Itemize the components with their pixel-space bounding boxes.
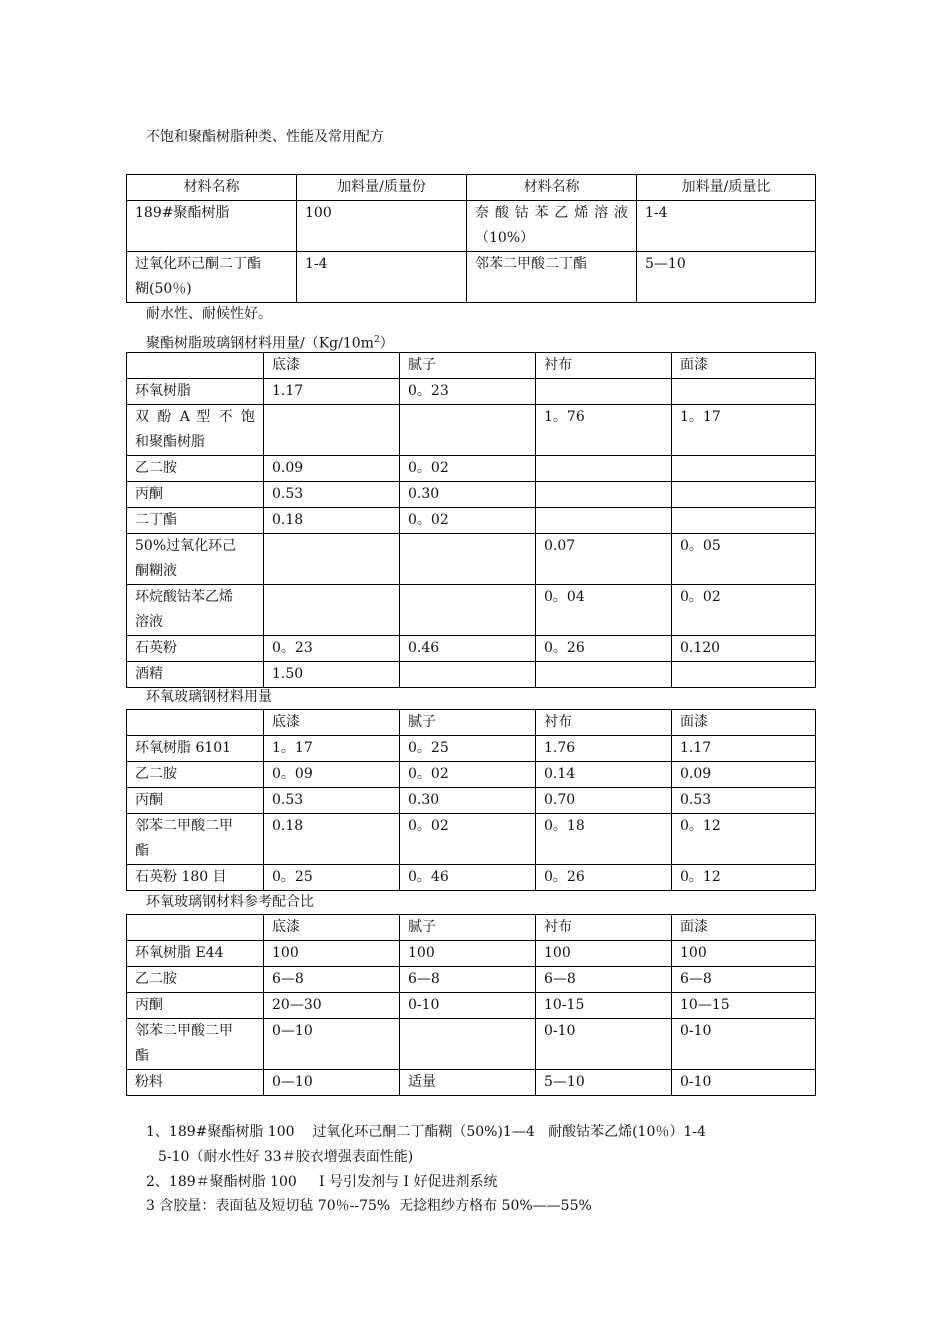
header-cell: 底漆 [264,353,400,379]
table-row [127,405,816,456]
table-cell [400,662,536,688]
table-cell: 0。23 [264,636,400,662]
table-cell [400,585,536,636]
resin-formula-table [126,174,816,303]
table-cell [467,201,637,252]
table-header-row [127,710,816,736]
table-cell: 0.46 [400,636,536,662]
table3-caption: 环氧玻璃钢材料用量 [146,689,272,705]
table2-caption [146,330,394,354]
table-row [127,762,816,788]
table-cell [264,405,400,456]
table-cell: 0。26 [536,865,672,891]
table-cell: 1-4 [297,252,467,303]
cell-line: 酯 [135,1048,149,1064]
table-cell: 1。17 [264,736,400,762]
header-cell: 腻子 [400,710,536,736]
row-label-cell [127,662,264,688]
row-label-cell [127,379,264,405]
table-cell: 10-15 [536,993,672,1019]
table-row [127,662,816,688]
table-cell: 0.18 [264,814,400,865]
table-cell: 100 [400,941,536,967]
caption-text: 聚酯树脂玻璃钢材料用量/（Kg/10m [146,335,374,352]
header-cell: 底漆 [264,710,400,736]
cell-line: 乙二胺 [135,971,177,987]
table-cell [536,456,672,482]
table-row [127,456,816,482]
note-line-3: 2、189＃聚酯树脂 100 I 号引发剂与 I 好促进剂系统 [146,1174,498,1190]
table-row [127,865,816,891]
cell-line: 丙酮 [135,486,163,502]
polyester-frp-material-table [126,352,816,688]
table-cell: 1.17 [672,736,816,762]
note-line-2: 5-10（耐水性好 33＃胶衣增强表面性能) [158,1149,414,1165]
epoxy-frp-material-table [126,709,816,891]
table-cell [536,662,672,688]
table-cell: 0。23 [400,379,536,405]
row-label-cell [127,865,264,891]
table-cell: 0-10 [672,1070,816,1096]
table-cell: 5—10 [536,1070,672,1096]
cell-line: 过氧化环己酮二丁酯 [135,256,261,272]
table-cell: 0.30 [400,788,536,814]
table-cell: 1.50 [264,662,400,688]
table-cell [672,482,816,508]
table-cell [536,508,672,534]
header-cell: 衬布 [536,353,672,379]
row-label-cell [127,967,264,993]
table-cell: 适量 [400,1070,536,1096]
table-cell [672,508,816,534]
cell-line: 二丁酯 [135,512,177,528]
table-row [127,736,816,762]
cell-line: 环氧树脂 6101 [135,740,232,756]
header-cell [127,710,264,736]
table-cell [127,252,297,303]
cell-line: 邻苯二甲酸二甲 [135,1023,233,1039]
cell-line: 邻苯二甲酸二甲 [135,818,233,834]
table-cell [672,379,816,405]
table4-caption: 环氧玻璃钢材料参考配合比 [146,894,314,910]
cell-line: 50%过氧化环己 [135,538,237,554]
row-label-cell [127,482,264,508]
cell-line: （10%） [475,230,535,246]
row-label-cell [127,788,264,814]
table-cell: 0.70 [536,788,672,814]
row-label-cell [127,508,264,534]
row-label-cell [127,814,264,865]
header-cell: 衬布 [536,710,672,736]
cell-line: 溶液 [135,614,163,630]
table-cell: 100 [536,941,672,967]
cell-line: 酯 [135,843,149,859]
cell-line: 糊(50％) [135,281,192,297]
table-cell [264,585,400,636]
table-cell: 0。25 [264,865,400,891]
header-cell: 材料名称 [467,175,637,201]
row-label-cell [127,762,264,788]
table-header-row [127,353,816,379]
caption-text-end: ） [379,335,394,352]
table-cell: 0。04 [536,585,672,636]
table-header-row [127,175,816,201]
note-water-resistance: 耐水性、耐候性好。 [146,306,272,322]
table-cell: 0。25 [400,736,536,762]
table-cell: 0.53 [672,788,816,814]
row-label-cell [127,941,264,967]
table-cell: 0。12 [672,865,816,891]
table-cell: 20—30 [264,993,400,1019]
table-cell: 1。17 [672,405,816,456]
row-label-cell [127,736,264,762]
cell-line: 丙酮 [135,792,163,808]
table-cell: 0—10 [264,1070,400,1096]
row-label-cell [127,1019,264,1070]
table-cell: 0.53 [264,482,400,508]
header-cell: 腻子 [400,353,536,379]
table-cell: 0-10 [400,993,536,1019]
header-cell: 面漆 [672,353,816,379]
row-label-cell [127,636,264,662]
table-cell: 0—10 [264,1019,400,1070]
table-cell: 10—15 [672,993,816,1019]
table-row [127,201,816,252]
cell-line: 邻苯二甲酸二丁酯 [475,256,587,272]
cell-line: 奈 酸 钴 苯 乙 烯 溶 液 [475,205,628,221]
header-cell: 衬布 [536,915,672,941]
table-cell: 6—8 [400,967,536,993]
table-header-row [127,915,816,941]
table-cell: 0。46 [400,865,536,891]
table-cell: 6—8 [264,967,400,993]
table-cell [400,1019,536,1070]
cell-line: 189#聚酯树脂 [135,205,230,221]
table-cell: 0.53 [264,788,400,814]
table-cell: 0-10 [536,1019,672,1070]
note-line-1: 1、189#聚酯树脂 100 过氧化环己酮二丁酯糊（50%)1—4 耐酸钴苯乙烯(10％）1-4 [146,1124,706,1140]
row-label-cell [127,993,264,1019]
table-cell [536,379,672,405]
table-cell: 0。02 [400,508,536,534]
table-row [127,993,816,1019]
cell-line: 环氧树脂 [135,383,191,399]
cell-line: 和聚酯树脂 [135,434,205,450]
header-cell [127,353,264,379]
caption-superscript: 2 [373,335,380,345]
table-row [127,1019,816,1070]
table-cell: 0。09 [264,762,400,788]
table-row [127,482,816,508]
row-label-cell [127,1070,264,1096]
table-cell: 0-10 [672,1019,816,1070]
table-cell: 5—10 [637,252,816,303]
document-title: 不饱和聚酯树脂种类、性能及常用配方 [146,129,384,145]
cell-line: 丙酮 [135,997,163,1013]
table-cell: 1-4 [637,201,816,252]
row-label-cell [127,405,264,456]
epoxy-frp-ratio-table [126,914,816,1096]
header-cell: 面漆 [672,710,816,736]
header-cell: 腻子 [400,915,536,941]
table-row [127,788,816,814]
table-cell: 0。02 [400,456,536,482]
cell-line: 环氧树脂 E44 [135,945,224,961]
table-row [127,379,816,405]
table-cell: 0.120 [672,636,816,662]
table-row [127,814,816,865]
table-cell: 0。05 [672,534,816,585]
table-cell: 0。02 [400,814,536,865]
cell-line: 双 酚 A 型 不 饱 [135,409,255,425]
cell-line: 石英粉 [135,640,177,656]
table-cell: 0.09 [672,762,816,788]
table-cell [400,534,536,585]
header-cell: 加料量/质量比 [637,175,816,201]
header-cell [127,915,264,941]
table-cell [536,482,672,508]
cell-line: 环烷酸钴苯乙烯 [135,589,233,605]
table-cell [672,456,816,482]
table-cell: 0。02 [400,762,536,788]
table-cell: 6—8 [672,967,816,993]
table-cell [672,662,816,688]
cell-line: 乙二胺 [135,766,177,782]
header-cell: 面漆 [672,915,816,941]
table-cell: 100 [672,941,816,967]
table-row [127,941,816,967]
table-cell: 0.07 [536,534,672,585]
table-row [127,967,816,993]
note-line-4: 3 含胶量：表面毡及短切毡 70％--75% 无捻粗纱方格布 50%——55% [146,1198,592,1214]
table-cell: 100 [264,941,400,967]
table-row [127,252,816,303]
table-cell: 100 [297,201,467,252]
table-row [127,636,816,662]
table-row [127,508,816,534]
cell-line: 乙二胺 [135,460,177,476]
table-row [127,585,816,636]
cell-line: 粉料 [135,1074,163,1090]
table-cell: 0。02 [672,585,816,636]
row-label-cell [127,585,264,636]
table-cell [467,252,637,303]
table-cell: 0。12 [672,814,816,865]
table-cell [127,201,297,252]
cell-line: 酮糊液 [135,563,177,579]
table-cell: 0.18 [264,508,400,534]
table-cell: 0.30 [400,482,536,508]
table-cell [400,405,536,456]
table-row [127,534,816,585]
table-row [127,1070,816,1096]
table-cell: 0。18 [536,814,672,865]
header-cell: 材料名称 [127,175,297,201]
table-cell: 0。26 [536,636,672,662]
header-cell: 加料量/质量份 [297,175,467,201]
cell-line: 石英粉 180 目 [135,869,227,885]
table-cell: 0.14 [536,762,672,788]
row-label-cell [127,534,264,585]
table-cell [264,534,400,585]
table-cell: 0.09 [264,456,400,482]
header-cell: 底漆 [264,915,400,941]
row-label-cell [127,456,264,482]
table-cell: 1.76 [536,736,672,762]
table-cell: 1。76 [536,405,672,456]
cell-line: 酒精 [135,666,163,682]
table-cell: 1.17 [264,379,400,405]
table-cell: 6—8 [536,967,672,993]
